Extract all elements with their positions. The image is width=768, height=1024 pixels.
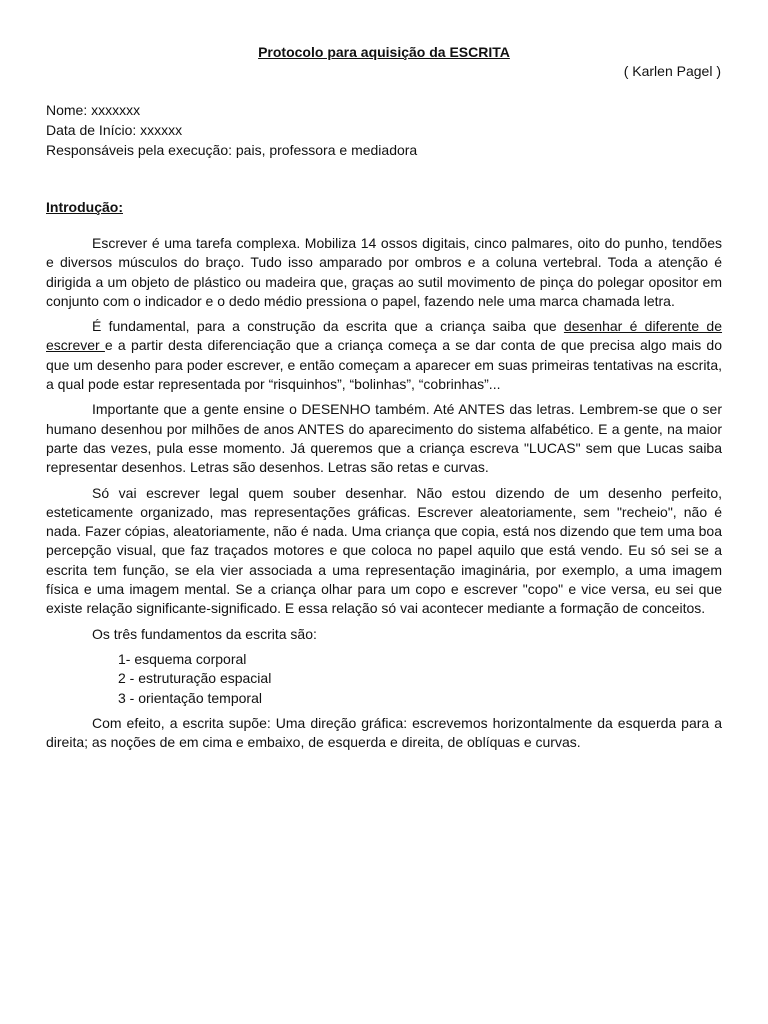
list-item: 3 - orientação temporal [118,689,262,706]
paragraph-2 [46,317,722,394]
paragraph-2-underlined-text: desenhar é diferente de escrever [46,318,723,354]
list-item: 2 - estruturação espacial [118,670,272,687]
field-data-inicio: Data de Início: xxxxxx [46,122,183,138]
list-item: 1- esquema corporal [118,650,247,667]
section-heading-introducao: Introdução: [46,199,123,215]
paragraph-3: Importante que a gente ensine o DESENHO também. Até ANTES das letras. Lembrem-se que o ser humano desenhou por milhões de anos ANTES do aparecimento do sistema alfabético. E a gente, na maior parte das vezes, pula esse momento. Já queremos que a criança escreva "LUCAS" sem que Lucas saiba representar desenhos. Letras são desenhos. Letras são retas e curvas. [46,401,722,476]
paragraph-5: Com efeito, a escrita supõe: Uma direção gráfica: escrevemos horizontalmente da esquerda para a direita; as noções de em cima e embaixo, de esquerda e direita, de oblíquas e curvas. [46,714,722,751]
document-body [46,234,722,758]
document-author: ( Karlen Pagel ) [623,63,721,79]
field-nome: Nome: xxxxxxx [46,102,141,118]
fundamentos-intro: Os três fundamentos da escrita são: [92,625,317,642]
fundamentos-list [46,650,722,708]
paragraph-2-text-end: e a partir desta diferenciação que a criança começa a se dar conta de que precisa algo mais do que um desenho para poder escrever, e então começam a aparecer em suas primeiras tentativas na escrita, a qual pode estar representada por “risquinhos”, “bolinhas”, “cobrinhas”... [46,337,722,393]
paragraph-4: Só vai escrever legal quem souber desenhar. Não estou dizendo de um desenho perfeito, esteticamente organizado, mas representações gráficas. Escrever aleatoriamente, sem "recheio", não é nada. Fazer cópias, aleatoriamente, não é nada. Uma criança que copia, está nos dizendo que tem uma boa percepção visual, que faz traçados motores e que coloca no papel aquilo que está vendo. Eu só sei se a escrita tem função, se ela vier associada a uma representação imaginária, por exemplo, a uma imagem física e uma imagem mental. Se a criança olhar para um copo e escrever "copo" e vice versa, eu sei que existe relação significante-significado. E essa relação só vai acontecer mediante a formação de conceitos. [46,484,722,617]
field-responsaveis: Responsáveis pela execução: pais, professora e mediadora [46,142,418,158]
document-title: Protocolo para aquisição da ESCRITA [258,44,510,60]
paragraph-2-text-start: É fundamental, para a construção da escrita que a criança saiba que [92,318,564,335]
document-fields [46,100,726,160]
paragraph-1: Escrever é uma tarefa complexa. Mobiliza 14 ossos digitais, cinco palmares, oito do punho, tendões e diversos músculos do braço. Tudo isso amparado por ombros e a coluna vertebral. Toda a atenção é dirigida a um objeto de plástico ou madeira que, graças ao sutil movimento de pinça do polegar opositor em conjunto com o indicador e o dedo médio pressiona o papel, fazendo nele uma marca chamada letra. [46,235,722,309]
